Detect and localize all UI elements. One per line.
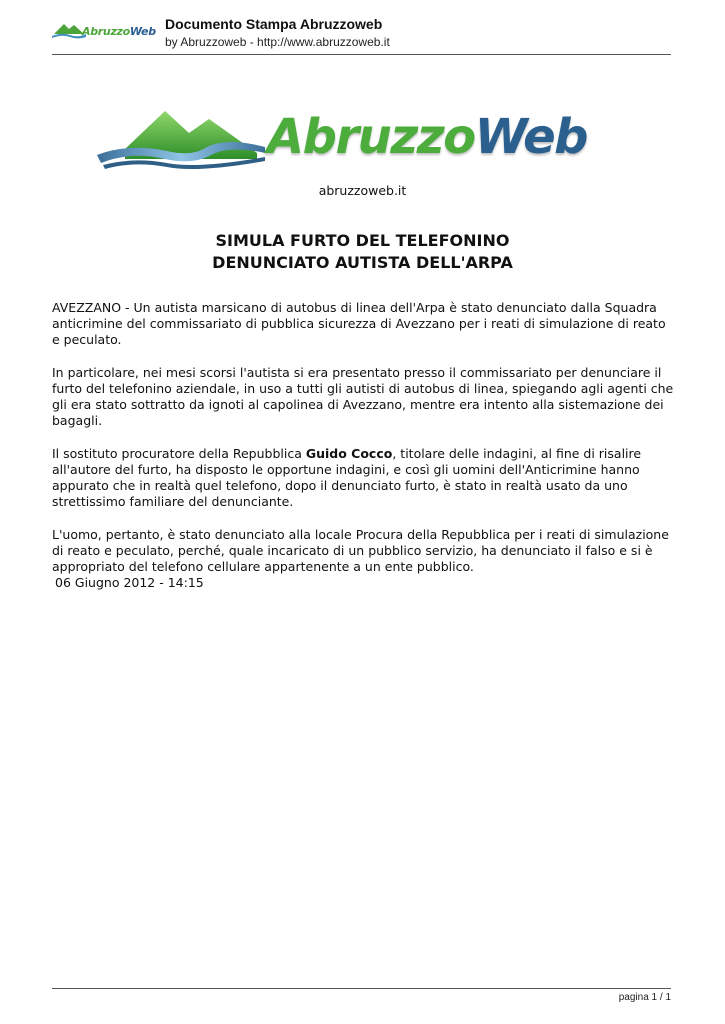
- header-divider: [52, 54, 671, 55]
- site-caption: abruzzoweb.it: [318, 183, 407, 198]
- publication-date: 06 Giugno 2012 - 14:15: [55, 575, 204, 590]
- article-paragraph-3: Il sostituto procuratore della Repubblica Guido Cocco, titolare delle indagini, al fine di risalire all'autore del furto, ha disposto le opportune indagini, e così gli uomini dell'Anticrimine hanno appurato che in realtà quel telefono, dopo il denunciato furto, è stato in realtà usato da uno strettissimo familiare del denunciante.: [52, 446, 642, 509]
- article-paragraph-1: AVEZZANO - Un autista marsicano di autobus di linea dell'Arpa è stato denunciato dalla Squadra anticrimine del commissariato di pubblica sicurezza di Avezzano per i reati di simulazione di reato e peculato.: [52, 300, 666, 347]
- article-title-line1: SIMULA FURTO DEL TELEFONINO: [215, 231, 510, 250]
- footer-divider: [52, 988, 671, 989]
- page-number: pagina 1 / 1: [618, 992, 671, 1003]
- header-logo: [52, 20, 156, 44]
- document-title: Documento Stampa Abruzzoweb: [165, 16, 383, 32]
- article-title-line2: DENUNCIATO AUTISTA DELL'ARPA: [212, 253, 513, 272]
- mountain-logo-icon: [52, 20, 86, 40]
- header-logo-text: AbruzzoWeb: [82, 25, 156, 38]
- article-paragraph-4: L'uomo, pertanto, è stato denunciato alla locale Procura della Repubblica per i reati di simulazione di reato e peculato, perché, quale incaricato di un pubblico servizio, ha denunciato il falso e si è appropriato del telefono cellulare appartenente a un ente pubblico.: [52, 527, 669, 574]
- mountain-river-icon: [97, 107, 267, 173]
- abruzzoweb-logo: [97, 107, 607, 173]
- prosecutor-name: Guido Cocco: [305, 446, 393, 461]
- article-title: [0, 230, 725, 274]
- article-body: [52, 300, 674, 592]
- article-paragraph-2: In particolare, nei mesi scorsi l'autista si era presentato presso il commissariato per denunciare il furto del telefonino aziendale, in uso a tutti gli autisti di autobus di linea, spiegando agli agenti che gli era stato sottratto da ignoti al capolinea di Avezzano, mentre era intento alla sistemazione dei bagagli.: [52, 365, 674, 428]
- print-header: [52, 14, 671, 54]
- logo-wordmark: AbruzzoWeb: [267, 109, 587, 165]
- document-source: by Abruzzoweb - http://www.abruzzoweb.it: [165, 35, 390, 49]
